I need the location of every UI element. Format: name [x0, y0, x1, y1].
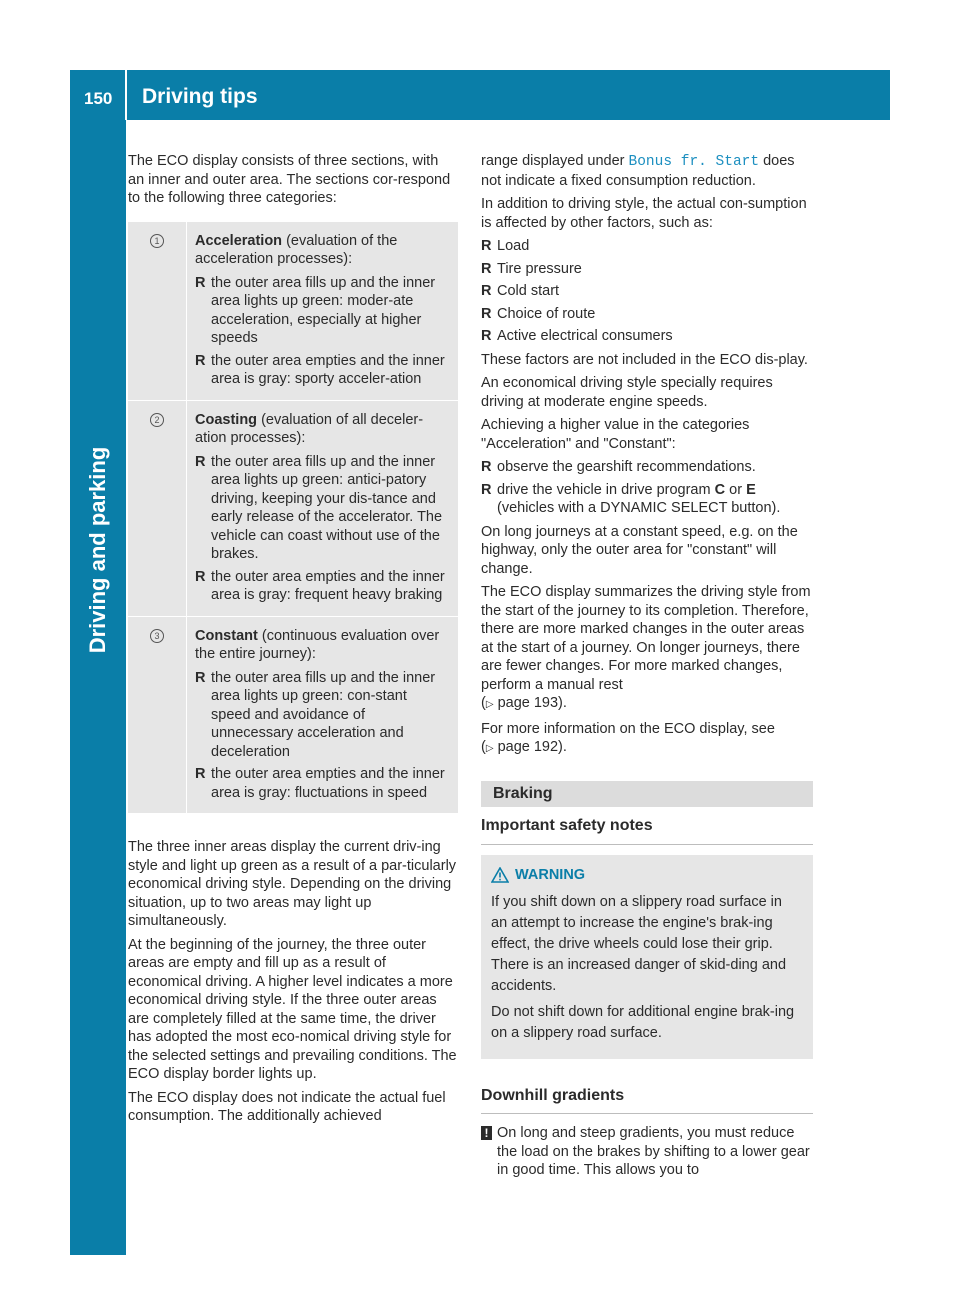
- row-content-cell: [187, 401, 458, 616]
- paragraph: Achieving a higher value in the categories "Acceleration" and "Constant":: [481, 417, 750, 452]
- header-divider: [125, 70, 127, 120]
- paragraph: In addition to driving style, the actual con-sumption is affected by other factors, such as:: [481, 196, 807, 231]
- page-reference-link[interactable]: page 193).: [497, 695, 567, 711]
- side-tab-label: Driving and parking: [85, 446, 110, 654]
- bullet-icon: R: [195, 669, 206, 686]
- factors-list: [481, 237, 813, 346]
- right-column: [481, 152, 813, 1180]
- list-item: R the outer area empties and the inner area is gray: sporty acceler-ation: [195, 352, 445, 387]
- list-item: R Load: [481, 238, 530, 254]
- warning-box: [481, 855, 813, 1059]
- bullet-icon: R: [195, 453, 206, 470]
- page-header: [70, 70, 890, 120]
- list-item: R Tire pressure: [481, 260, 582, 277]
- bullet-icon: R: [481, 481, 492, 498]
- category-term: Acceleration: [195, 232, 283, 249]
- list-item: R observe the gearshift recommendations.: [481, 459, 756, 475]
- bullet-icon: R: [481, 305, 492, 322]
- row-number-cell: [128, 617, 187, 814]
- tips-list: [481, 458, 813, 518]
- circled-number-icon: 1: [150, 234, 164, 248]
- left-column: [128, 152, 458, 1131]
- display-message-code: Bonus fr. Start: [628, 154, 760, 170]
- bullet-icon: R: [195, 568, 206, 585]
- exclamation-icon: !: [481, 1126, 492, 1140]
- paragraph: On long journeys at a constant speed, e.g. on the highway, only the outer area for "constant" will change.: [481, 523, 798, 577]
- category-desc: (evaluation of the acceleration processes):: [195, 232, 398, 267]
- paragraph: For more information on the ECO display, see (▷ page 192).: [481, 720, 775, 755]
- side-tab: [70, 120, 126, 1255]
- eco-categories-table: [128, 222, 458, 815]
- page-reference-link[interactable]: page 192).: [497, 739, 567, 755]
- note-paragraph: ! On long and steep gradients, you must reduce the load on the brakes by shifting to a lower gear in good time. This allows you to: [481, 1124, 813, 1180]
- warning-text: Do not shift down for additional engine brak-ing on a slippery road surface.: [491, 1003, 795, 1041]
- table-row: [128, 401, 458, 617]
- paragraph: The three inner areas display the current driv-ing style and light up green as a result of a par-ticularly economical driving style. Depending on the driving situation, up to two areas may light up simultaneously.: [128, 839, 457, 929]
- list-item: R the outer area fills up and the inner area lights up green: antici-patory driving, keeping your dis-tance and early release of the accelerator. The vehicle can coast without use of the brakes.: [195, 453, 443, 562]
- page-ref-arrow-icon: ▷: [485, 699, 494, 710]
- row-content-cell: [187, 222, 458, 400]
- list-item: R Active electrical consumers: [481, 328, 673, 344]
- warning-text: If you shift down on a slippery road surface in an attempt to increase the engine's brak-ing effect, the drive wheels could lose their grip. There is an increased danger of skid-ding and accidents.: [491, 893, 787, 994]
- bullet-icon: R: [481, 328, 492, 344]
- heading-safety-notes: Important safety notes: [481, 807, 813, 845]
- list-item: R the outer area empties and the inner area is gray: frequent heavy braking: [195, 568, 445, 603]
- paragraph: At the beginning of the journey, the three outer areas are empty and fill up as a result of economical driving. A higher level indicates a more economical driving style. If the three outer areas are completely filled at the same time, the driver has adopted the most eco-nomical driving style for the selected settings and prevailing conditions. The ECO display border lights up.: [128, 936, 457, 1082]
- bullet-icon: R: [195, 352, 206, 369]
- category-desc: (continuous evaluation over the entire journey):: [195, 627, 440, 662]
- circled-number-icon: 3: [150, 629, 164, 643]
- list-item: R Cold start: [481, 283, 560, 299]
- warning-triangle-icon: [491, 867, 509, 883]
- chapter-title: Driving tips: [142, 85, 258, 108]
- category-term: Constant: [195, 627, 258, 644]
- row-number-cell: [128, 222, 187, 400]
- drive-program-c: C: [714, 481, 726, 498]
- paragraph: The ECO display does not indicate the actual fuel consumption. The additionally achieved: [128, 1089, 446, 1124]
- paragraph: range displayed under Bonus fr. Start does not indicate a fixed consumption reduction.: [481, 153, 795, 189]
- list-item: R drive the vehicle in drive program C or E (vehicles with a DYNAMIC SELECT button).: [481, 481, 781, 516]
- page-ref-arrow-icon: ▷: [485, 743, 494, 754]
- row-content-cell: [187, 617, 458, 814]
- section-heading-braking: Braking: [481, 781, 813, 808]
- paragraph: An economical driving style specially requires driving at moderate engine speeds.: [481, 375, 773, 410]
- paragraph: The ECO display summarizes the driving style from the start of the journey to its completion. Therefore, there are more marked changes in the outer areas at the start of a journey. On longer journeys, there are fewer changes. For more marked changes, perform a manual rest (▷ page 193).: [481, 584, 811, 711]
- bullet-icon: R: [481, 459, 492, 475]
- list-item: R the outer area fills up and the inner area lights up green: moder-ate acceleration, especially at higher speeds: [195, 274, 436, 346]
- list-item: R the outer area fills up and the inner area lights up green: con-stant speed and avoidance of unnecessary acceleration and deceleration: [195, 669, 436, 760]
- category-term: Coasting: [195, 411, 258, 428]
- bullet-icon: R: [195, 274, 206, 291]
- drive-program-e: E: [746, 481, 756, 498]
- bullet-icon: R: [481, 260, 492, 277]
- bullet-icon: R: [481, 238, 492, 254]
- bullet-icon: R: [195, 766, 206, 782]
- intro-paragraph: The ECO display consists of three sections, with an inner and outer area. The sections cor-respond to the following three categories:: [128, 153, 451, 206]
- bullet-icon: R: [481, 283, 492, 299]
- warning-title: WARNING: [515, 866, 586, 883]
- heading-downhill: Downhill gradients: [481, 1077, 813, 1115]
- table-row: [128, 222, 458, 401]
- list-item: R Choice of route: [481, 305, 596, 322]
- table-row: [128, 617, 458, 815]
- paragraph: These factors are not included in the ECO dis-play.: [481, 351, 808, 368]
- circled-number-icon: 2: [150, 413, 164, 427]
- page-number: 150: [84, 89, 113, 108]
- category-desc: (evaluation of all deceler-ation processes):: [195, 411, 424, 446]
- row-number-cell: [128, 401, 187, 616]
- list-item: R the outer area empties and the inner area is gray: fluctuations in speed: [195, 766, 445, 801]
